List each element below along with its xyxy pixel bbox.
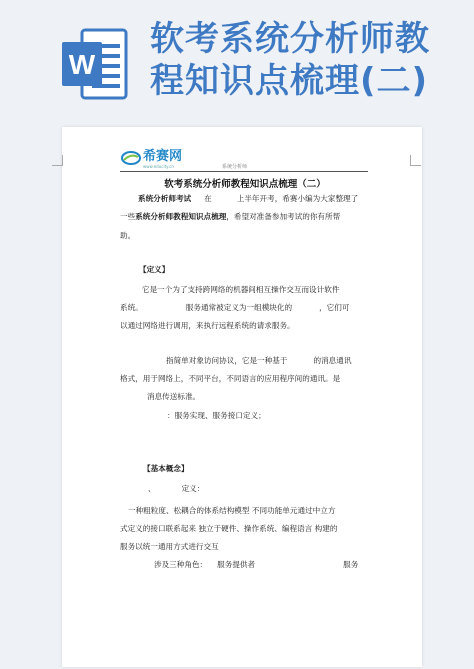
- banner: [0, 0, 474, 118]
- basic-line-4: 服务以统一通用方式进行交互: [120, 542, 219, 551]
- def-line-2: [120, 303, 349, 313]
- logo-text: 希赛网: [143, 149, 183, 164]
- def-text-2b: 服务通常被定义为一组模块化的: [185, 303, 293, 312]
- def-line-3: 以通过网络进行调用，来执行远程系统的请求服务。: [120, 321, 295, 330]
- document-title-line-2: 程知识点梳理(二): [150, 61, 429, 101]
- crop-mark-left: [52, 155, 63, 166]
- logo-swirl-icon: [121, 151, 141, 165]
- section-heading-definition: 【定义】: [139, 265, 170, 274]
- document-page: [62, 127, 422, 667]
- logo-url: www.educity.cn: [143, 164, 174, 169]
- def-text-2c: ，它们可: [319, 303, 350, 312]
- def-line-6: 消息传送标准。: [147, 392, 201, 401]
- word-document-icon: [62, 28, 128, 100]
- intro-text-1b: 上半年开考，希赛小编为大家整理了: [236, 194, 359, 203]
- def-line-5: 格式，用于网络上，不同平台，不同语言的应用程序间的通讯。是: [120, 374, 341, 383]
- basic-text-5c: 服务: [343, 560, 359, 569]
- basic-line-5: [154, 560, 358, 570]
- basic-text-5b: 服务提供者: [217, 560, 256, 569]
- crop-mark-right: [410, 155, 421, 166]
- basic-line-1: [148, 484, 204, 494]
- def-line-1: 它是一个为了支持跨网络的机器间相互操作交互而设计软件: [142, 285, 340, 294]
- def-text-2a: 系统。: [120, 303, 143, 312]
- basic-line-2: 一种粗粒度、松耦合的体系结构模型 不同功能单元通过中立方: [128, 506, 336, 515]
- def-text-4a: 指简单对象访问协议，它是一种基于: [166, 356, 288, 365]
- intro-line-3: 助。: [120, 231, 136, 240]
- svg-text:W: W: [68, 49, 96, 80]
- basic-text-1b: 定义：: [181, 484, 205, 493]
- def-line-7: ：服务实现、服务接口定义；: [167, 411, 266, 420]
- intro-text-1a: 在: [204, 194, 212, 203]
- def-line-4: [166, 356, 351, 366]
- section-heading-basic-concepts: 【基本概念】: [143, 464, 189, 473]
- intro-bold-1: 系统分析师考试: [138, 194, 192, 203]
- basic-text-1a: 、: [148, 484, 156, 493]
- basic-text-5a: 涉及三种角色：: [154, 560, 208, 569]
- def-text-4b: 的消息通讯: [313, 356, 352, 365]
- intro-line-2: [120, 212, 340, 222]
- basic-line-3: 式定义的接口联系起来 独立于硬件、操作系统、编程语言 构建的: [120, 524, 338, 533]
- document-title-line-1: 软考系统分析师教: [150, 19, 430, 59]
- document-title: [150, 18, 450, 102]
- intro-text-2a: 一些: [120, 212, 136, 221]
- page-title: 软考系统分析师教程知识点梳理（二）: [164, 179, 326, 190]
- intro-text-2b: ，希望对准备参加考试的你有所帮: [226, 212, 341, 221]
- header-divider: [120, 171, 368, 172]
- site-logo: [121, 149, 201, 171]
- page-header-label: 系统分析师: [222, 164, 248, 170]
- intro-line-1: [138, 194, 358, 204]
- intro-bold-2: 系统分析师教程知识点梳理: [135, 212, 227, 221]
